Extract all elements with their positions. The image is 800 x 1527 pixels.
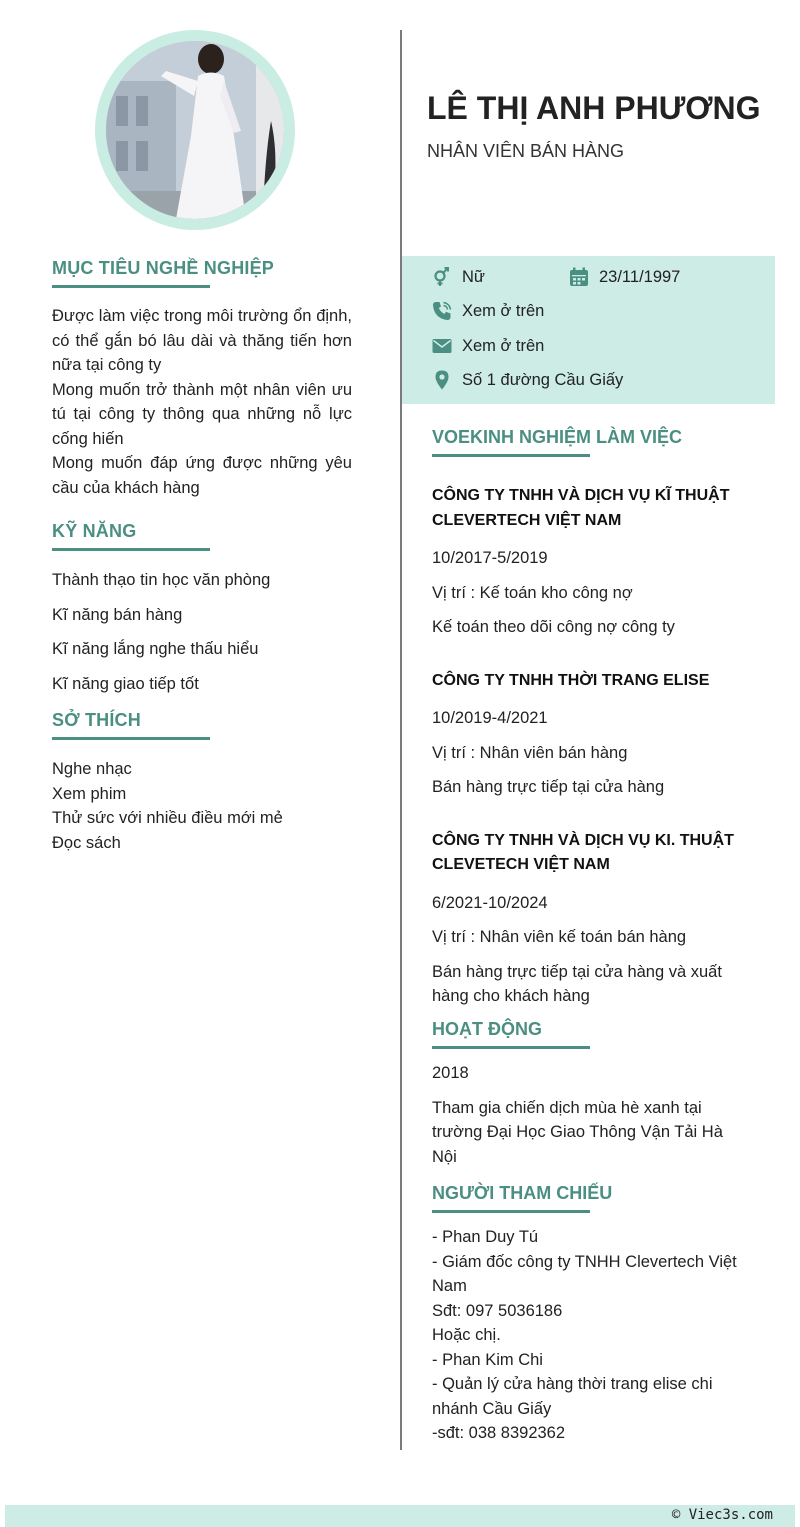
email-icon (432, 336, 452, 356)
job-description: Kế toán theo dõi công nợ công ty (432, 618, 675, 636)
experience-title: VOEKINH NGHIỆM LÀM VIỆC (432, 427, 683, 447)
job-company: CÔNG TY TNHH VÀ DỊCH VỤ KĨ THUẬT CLEVERTECH VIỆT NAM (432, 487, 730, 529)
skills-title: KỸ NĂNG (52, 521, 137, 541)
skills-section (52, 521, 352, 706)
experience-section (432, 427, 752, 1009)
calendar-icon (569, 267, 589, 287)
references-title: NGƯỜI THAM CHIẾU (432, 1183, 613, 1203)
reference-line: Hoặc chị. (432, 1326, 501, 1344)
job-description: Bán hàng trực tiếp tại cửa hàng (432, 778, 665, 796)
job-title: NHÂN VIÊN BÁN HÀNG (427, 141, 625, 161)
footer-bar (5, 1505, 795, 1527)
email-value: Xem ở trên (462, 336, 545, 355)
reference-line: - Giám đốc công ty TNHH Clevertech Việt Nam (432, 1252, 737, 1295)
hobbies-title: SỞ THÍCH (52, 710, 141, 730)
references-section (432, 1183, 752, 1446)
column-divider (400, 30, 402, 1450)
avatar (95, 30, 295, 230)
address-value: Số 1 đường Cầu Giấy (462, 370, 624, 389)
reference-line: -sđt: 038 8392362 (432, 1424, 566, 1442)
address-row (432, 370, 623, 390)
reference-line: Sđt: 097 5036186 (432, 1301, 563, 1320)
skill-item: Kĩ năng giao tiếp tốt (52, 674, 199, 693)
job-entry (432, 669, 752, 800)
objective-line: Mong muốn trở thành một nhân viên ưu tú tại công ty thông qua những nỗ lực cống hiến (52, 380, 352, 448)
objective-line: Được làm việc trong môi trường ổn định, có thể gắn bó lâu dài và thăng tiến hơn nữa tại công ty (52, 307, 352, 374)
job-entry (432, 484, 752, 640)
dob-row (569, 267, 680, 287)
reference-line: - Phan Kim Chi (432, 1350, 543, 1369)
hobbies-section (52, 710, 352, 855)
hobby-item: Thử sức với nhiều điều mới mẻ (52, 809, 283, 827)
phone-value: Xem ở trên (462, 301, 545, 320)
job-period: 10/2019-4/2021 (432, 709, 548, 727)
phone-row (432, 301, 544, 321)
location-pin-icon (432, 370, 452, 390)
phone-icon (432, 301, 452, 321)
gender-value: Nữ (462, 267, 485, 286)
activities-section (432, 1019, 752, 1169)
activities-title: HOẠT ĐỘNG (432, 1019, 542, 1039)
skill-item: Kĩ năng bán hàng (52, 605, 183, 624)
profile-photo (106, 41, 284, 219)
hobby-item: Đọc sách (52, 833, 121, 852)
skill-item: Thành thạo tin học văn phòng (52, 571, 271, 589)
gender-icon (432, 267, 452, 287)
job-description: Bán hàng trực tiếp tại cửa hàng và xuất hàng cho khách hàng (432, 962, 722, 1005)
reference-line: - Quản lý cửa hàng thời trang elise chi nhánh Cầu Giấy (432, 1375, 713, 1418)
gender-row (432, 267, 485, 287)
skill-item: Kĩ năng lắng nghe thấu hiểu (52, 640, 259, 658)
activity-year: 2018 (432, 1064, 469, 1082)
job-position: Vị trí : Nhân viên kế toán bán hàng (432, 928, 687, 946)
job-position: Vị trí : Kế toán kho công nợ (432, 583, 633, 602)
email-row (432, 336, 544, 356)
job-period: 6/2021-10/2024 (432, 893, 548, 912)
hobby-item: Xem phim (52, 784, 127, 803)
job-company: CÔNG TY TNHH VÀ DỊCH VỤ KI. THUẬT CLEVETECH VIỆT NAM (432, 831, 734, 873)
activity-description: Tham gia chiến dịch mùa hè xanh tại trường Đại Học Giao Thông Vận Tải Hà Nội (432, 1098, 723, 1166)
footer-credit: © Viec3s.com (671, 1507, 773, 1523)
objective-line: Mong muốn đáp ứng được những yêu cầu của khách hàng (52, 454, 352, 497)
candidate-name: LÊ THỊ ANH PHƯƠNG (427, 90, 761, 126)
dob-value: 23/11/1997 (599, 267, 681, 286)
job-entry (432, 829, 752, 1009)
objective-section (52, 258, 352, 500)
job-company: CÔNG TY TNHH THỜI TRANG ELISE (432, 671, 710, 689)
job-period: 10/2017-5/2019 (432, 549, 548, 567)
job-position: Vị trí : Nhân viên bán hàng (432, 743, 628, 762)
reference-line: - Phan Duy Tú (432, 1228, 539, 1246)
hobby-item: Nghe nhạc (52, 760, 132, 778)
objective-title: MỤC TIÊU NGHỀ NGHIỆP (52, 258, 275, 278)
contact-block (402, 256, 775, 404)
